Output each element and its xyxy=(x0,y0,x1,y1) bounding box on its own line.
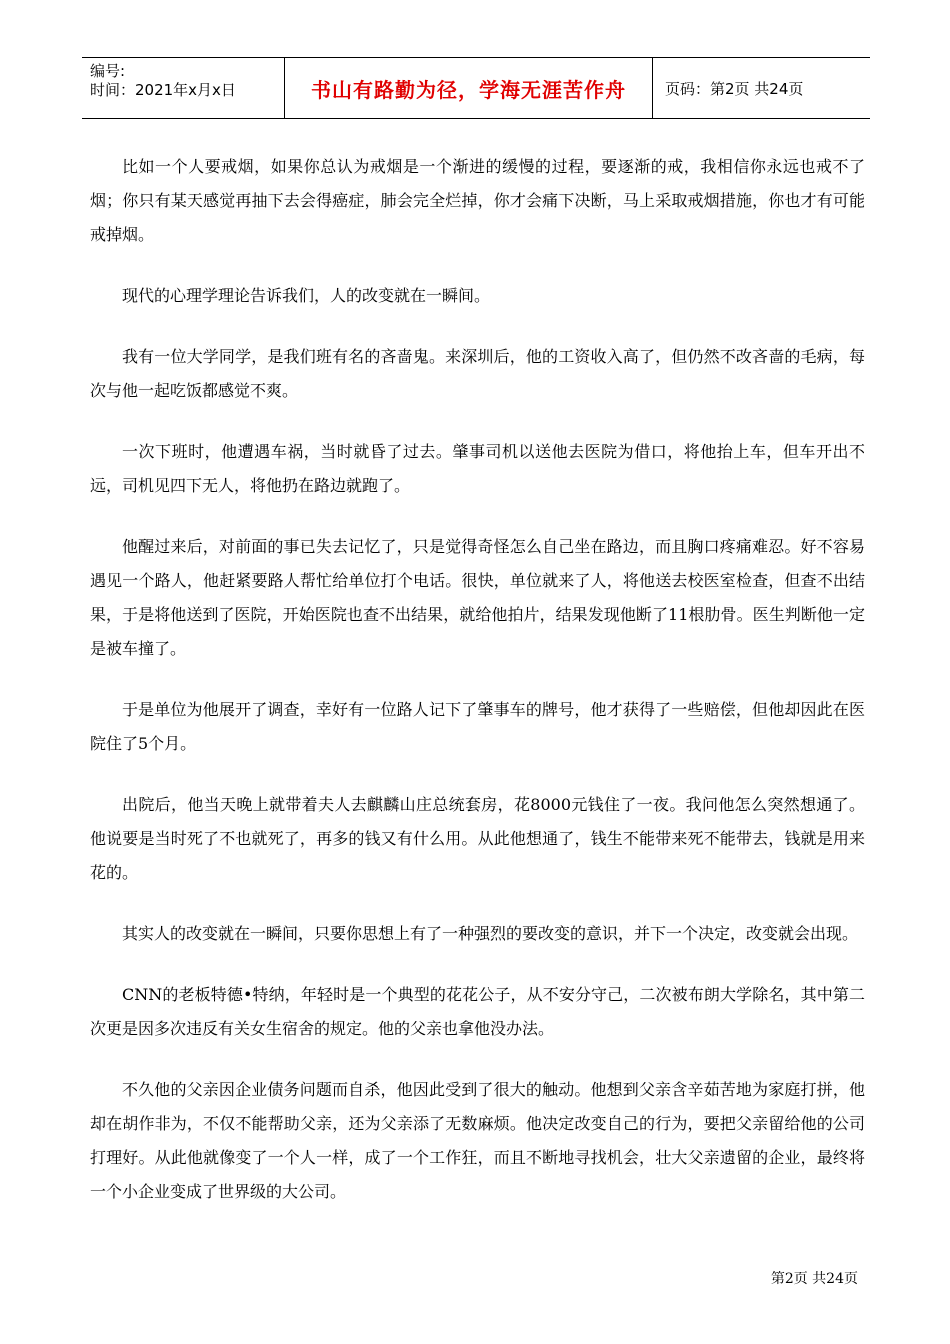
paragraph: 不久他的父亲因企业债务问题而自杀，他因此受到了很大的触动。他想到父亲含辛茹苦地为家庭打拼，他却在胡作非为，不仅不能帮助父亲，还为父亲添了无数麻烦。他决定改变自己的行为，要把父亲留给他的公司打理好。从此他就像变了一个人一样，成了一个工作狂，而且不断地寻找机会，壮大父亲遗留的企业，最终将一个小企业变成了世界级的大公司。 xyxy=(90,1080,865,1201)
paragraph: 他醒过来后，对前面的事已失去记忆了，只是觉得奇怪怎么自己坐在路边，而且胸口疼痛难忍。好不容易遇见一个路人，他赶紧要路人帮忙给单位打个电话。很快，单位就来了人，将他送去校医室检查，但查不出结果，于是将他送到了医院，开始医院也查不出结果，就给他拍片，结果发现他断了11根肋骨。医生判断他一定是被车撞了。 xyxy=(90,537,865,658)
paragraph: CNN的老板特德•特纳，年轻时是一个典型的花花公子，从不安分守己，二次被布朗大学除名，其中第二次更是因多次违反有关女生宿舍的规定。他的父亲也拿他没办法。 xyxy=(90,985,865,1038)
header-page-code: 页码：第2页 共24页 xyxy=(665,79,804,98)
time-label: 时间：2021年x月x日 xyxy=(90,81,236,99)
paragraph: 出院后，他当天晚上就带着夫人去麒麟山庄总统套房，花8000元钱住了一夜。我问他怎么突然想通了。他说要是当时死了不也就死了，再多的钱又有什么用。从此他想通了，钱生不能带来死不能带去，钱就是用来花的。 xyxy=(90,795,865,882)
number-label: 编号: xyxy=(90,62,126,80)
header-info-cell xyxy=(82,58,284,118)
page-header xyxy=(82,57,870,119)
paragraph: 现代的心理学理论告诉我们，人的改变就在一瞬间。 xyxy=(122,286,491,305)
paragraph: 于是单位为他展开了调查，幸好有一位路人记下了肇事车的牌号，他才获得了一些赔偿，但他却因此在医院住了5个月。 xyxy=(90,700,865,753)
paragraph: 一次下班时，他遭遇车祸，当时就昏了过去。肇事司机以送他去医院为借口，将他抬上车，但车开出不远，司机见四下无人，将他扔在路边就跑了。 xyxy=(90,442,865,495)
document-body xyxy=(90,150,865,1236)
paragraph: 比如一个人要戒烟，如果你总认为戒烟是一个渐进的缓慢的过程，要逐渐的戒，我相信你永远也戒不了烟；你只有某天感觉再抽下去会得癌症，肺会完全烂掉，你才会痛下决断，马上采取戒烟措施，你也才有可能戒掉烟。 xyxy=(90,157,865,244)
paragraph: 我有一位大学同学，是我们班有名的吝啬鬼。来深圳后，他的工资收入高了，但仍然不改吝啬的毛病，每次与他一起吃饭都感觉不爽。 xyxy=(90,347,865,400)
page-footer: 第2页 共24页 xyxy=(770,1271,858,1287)
paragraph: 其实人的改变就在一瞬间，只要你思想上有了一种强烈的要改变的意识，并下一个决定，改变就会出现。 xyxy=(122,924,859,943)
header-motto: 书山有路勤为径，学海无涯苦作舟 xyxy=(284,58,653,118)
